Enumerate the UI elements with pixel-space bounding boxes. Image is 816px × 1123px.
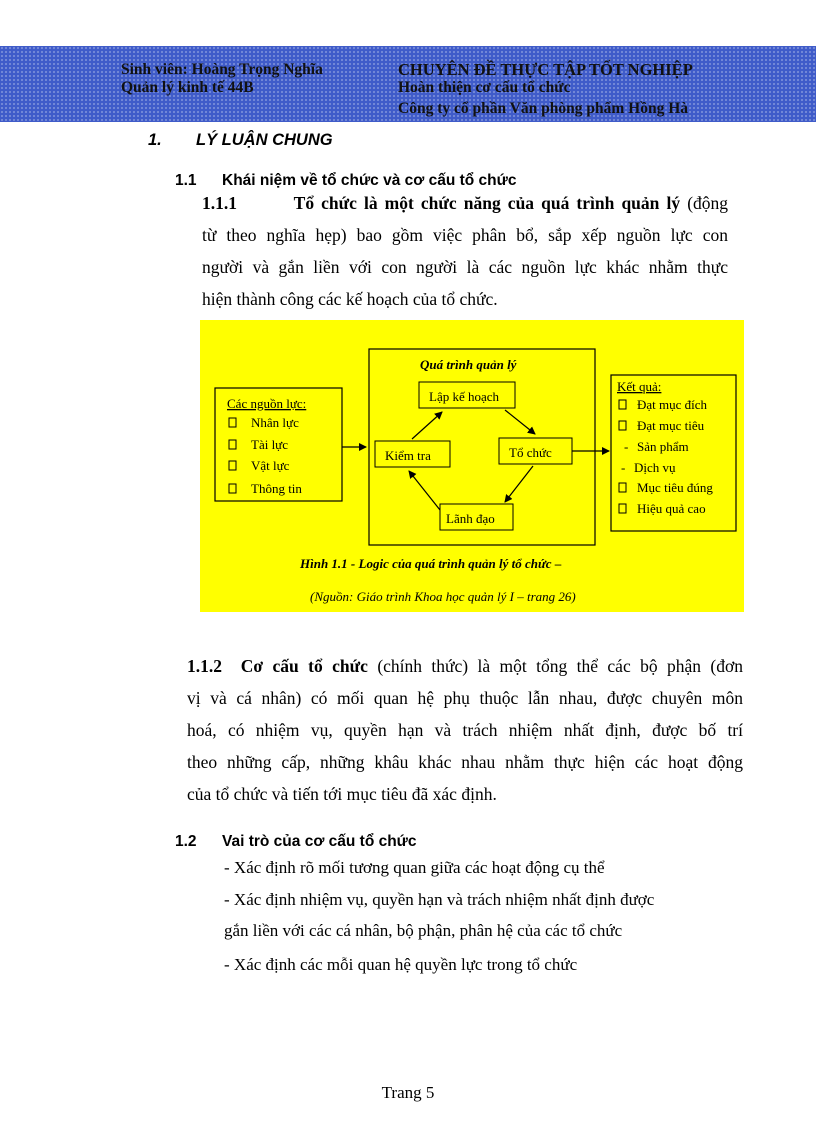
paragraph-number: 1.1.1 — [202, 193, 237, 213]
resource-item: Tài lực — [251, 437, 289, 452]
result-item: Hiệu quả cao — [637, 501, 706, 516]
arrow-icon — [409, 471, 440, 510]
arrow-icon — [505, 410, 535, 434]
section-title: Khái niệm về tổ chức và cơ cấu tổ chức — [222, 172, 517, 189]
result-item: Đạt mục đích — [637, 397, 708, 412]
paragraph-bold-lead: Cơ cấu tổ chức — [240, 656, 368, 676]
section-title: Vai trò của cơ cấu tổ chức — [222, 833, 417, 850]
paragraph-bold-lead: Tổ chức là một chức năng của quá trình quản lý — [293, 193, 681, 213]
figure-source: (Nguồn: Giáo trình Khoa học quản lý I – trang 26) — [310, 589, 576, 604]
list-item: - Xác định các mỗi quan hệ quyền lực trong tổ chức — [224, 955, 578, 974]
section-heading-1 — [148, 131, 333, 150]
list-item: - Xác định nhiệm vụ, quyền hạn và trách nhiệm nhất định được — [224, 890, 655, 909]
paragraph-number: 1.1.2 — [187, 656, 222, 676]
checkbox-icon — [619, 504, 626, 513]
checkbox-icon — [619, 400, 626, 409]
section-number: 1.1 — [175, 172, 197, 189]
result-item: Sản phẩm — [637, 439, 689, 454]
section-number: 1. — [148, 131, 162, 149]
dash-icon: - — [621, 460, 626, 475]
figure-management-process — [200, 320, 744, 612]
resources-title: Các nguồn lực: — [227, 396, 307, 411]
page-number: Trang 5 — [381, 1083, 435, 1102]
checkbox-icon — [229, 418, 236, 427]
result-item: Dịch vụ — [634, 460, 676, 475]
checkbox-icon — [619, 421, 626, 430]
control-label: Kiểm tra — [385, 448, 431, 463]
document-subtitle: Hoàn thiện cơ cấu tổ chức — [398, 79, 571, 96]
arrow-icon — [505, 466, 533, 502]
paragraph-1-1-2: 1.1.2 Cơ cấu tổ chức (chính thức) là một tổng thể các bộ phận (đơn vị và cá nhân) có mối quan hệ phụ thuộc lẫn nhau, được chuyên môn hoá, có nhiệm vụ, quyền hạn và trách nhiệm nhất định, được bố trí theo những cấp, những khâu khác nhau nhằm thực hiện các hoạt động của tổ chức và tiến tới mục tiêu đã xác định. — [187, 656, 744, 804]
resources-list — [229, 415, 302, 496]
result-item: Đạt mục tiêu — [637, 418, 705, 433]
process-title: Quá trình quản lý — [420, 357, 517, 372]
student-name: Sinh viên: Hoàng Trọng Nghĩa — [121, 61, 323, 78]
results-list — [619, 397, 713, 516]
process-diagram — [200, 320, 744, 612]
lead-label: Lãnh đạo — [446, 511, 495, 526]
section-heading-1-2 — [175, 833, 417, 851]
checkbox-icon — [229, 461, 236, 470]
organize-label: Tổ chức — [509, 445, 552, 460]
resource-item: Vật lực — [251, 458, 290, 473]
arrow-icon — [412, 412, 442, 439]
company-name: Công ty cổ phần Văn phòng phẩm Hồng Hà — [398, 100, 688, 117]
dash-icon: - — [624, 439, 629, 454]
student-class: Quản lý kinh tế 44B — [121, 79, 254, 96]
figure-caption: Hình 1.1 - Logic của quá trình quản lý tổ chức – — [300, 556, 562, 571]
document-title: CHUYÊN ĐỀ THỰC TẬP TỐT NGHIỆP — [398, 60, 693, 79]
resource-item: Thông tin — [251, 481, 302, 496]
list-item: gắn liền với các cá nhân, bộ phận, phân hệ của các tổ chức — [224, 921, 623, 940]
paragraph-1-1-1: 1.1.1 Tổ chức là một chức năng của quá trình quản lý (động từ theo nghĩa hẹp) bao gồm việc phân bổ, sắp xếp nguồn lực con người và gắn liền với con người là các nguồn lực khác nhằm thực hiện thành công các kế hoạch của tổ chức. — [202, 193, 729, 309]
resource-item: Nhân lực — [251, 415, 299, 430]
list-item: - Xác định rõ mối tương quan giữa các hoạt động cụ thể — [224, 858, 605, 877]
section-title: LÝ LUẬN CHUNG — [196, 131, 333, 149]
section-number: 1.2 — [175, 833, 197, 850]
result-item: Mục tiêu đúng — [637, 480, 713, 495]
checkbox-icon — [619, 483, 626, 492]
checkbox-icon — [229, 440, 236, 449]
plan-label: Lập kế hoạch — [429, 389, 500, 404]
results-title: Kết quả: — [617, 379, 662, 394]
checkbox-icon — [229, 484, 236, 493]
